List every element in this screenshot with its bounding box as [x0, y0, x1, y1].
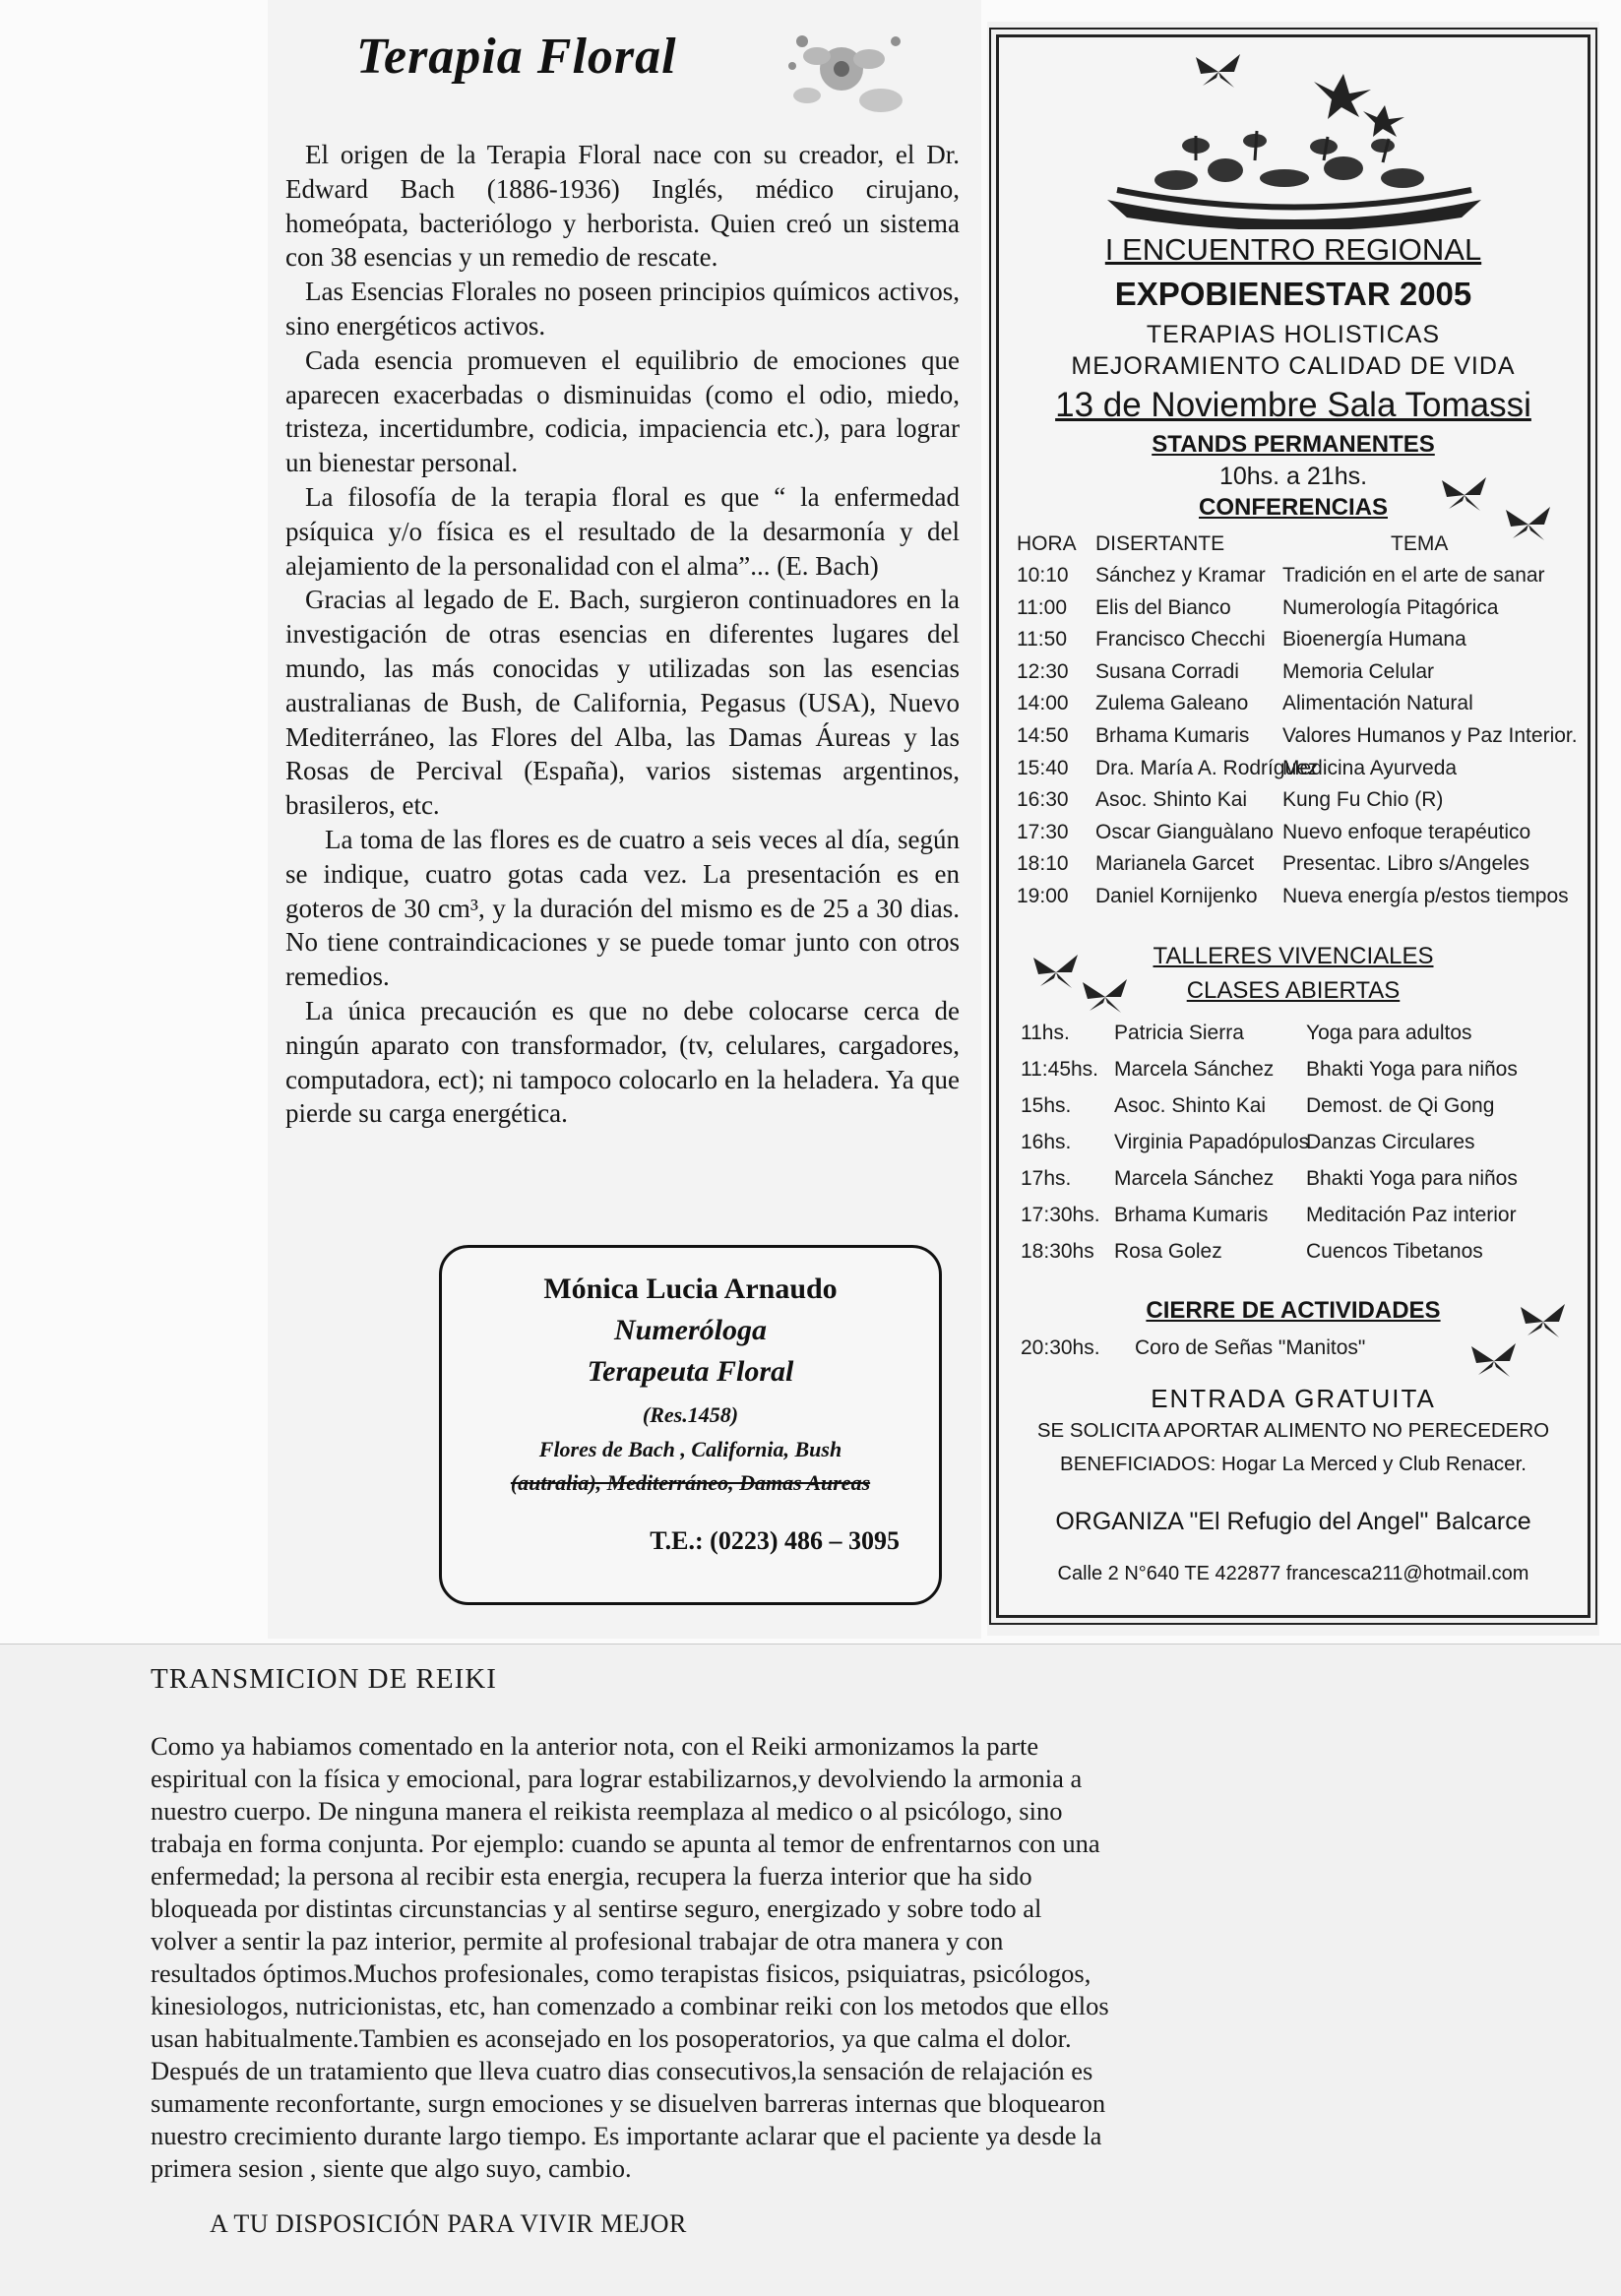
reiki-title: TRANSMICION DE REIKI — [151, 1663, 497, 1695]
workshop-topic: Meditación Paz interior — [1306, 1204, 1517, 1226]
conference-row — [1017, 885, 1583, 910]
workshop-speaker: Patricia Sierra — [1114, 1022, 1244, 1044]
conference-time: 14:50 — [1017, 724, 1069, 747]
conference-topic: Bioenergía Humana — [1282, 628, 1466, 652]
clases-heading: CLASES ABIERTAS — [1186, 977, 1401, 1004]
beneficiados-text: BENEFICIADOS: Hogar La Merced y Club Renacer. — [1060, 1453, 1527, 1475]
conference-topic: Memoria Celular — [1282, 659, 1435, 683]
poster-subtitle: TERAPIAS HOLISTICAS — [1146, 321, 1441, 348]
stands-heading: STANDS PERMANENTES — [1152, 431, 1435, 458]
flower-decoration-icon — [773, 22, 920, 128]
workshop-topic: Demost. de Qi Gong — [1306, 1094, 1495, 1117]
conference-time: 10:10 — [1017, 564, 1069, 587]
paragraph: La única precaución es que no debe colocarse cerca de ningún aparato con transformador, (tv, celulares, cargadores, computadora, ect); ni tampoco colocarlo en la heladera. Ya que pierde su carga energética. — [285, 995, 960, 1129]
butterfly-icon — [1078, 977, 1133, 1017]
conference-row — [1017, 852, 1583, 878]
conference-row — [1017, 564, 1583, 590]
conference-topic: Kung Fu Chio (R) — [1282, 788, 1444, 812]
conference-row — [1017, 724, 1583, 750]
workshop-row — [1021, 1131, 1572, 1156]
workshop-row — [1021, 1058, 1572, 1084]
conference-time: 16:30 — [1017, 788, 1069, 812]
conference-row — [1017, 692, 1583, 717]
reiki-line: Después de un tratamiento que lleva cuatro dias consecutivos,la sensación de relajación es — [151, 2056, 1093, 2085]
conference-topic: Presentac. Libro s/Angeles — [1282, 852, 1529, 876]
workshop-row — [1021, 1204, 1572, 1229]
workshop-topic: Cuencos Tibetanos — [1306, 1240, 1483, 1263]
butterfly-icon — [1501, 505, 1556, 544]
conference-header — [1017, 532, 1578, 558]
reiki-line: primera sesion , siente que algo suyo, cambio. — [151, 2153, 632, 2183]
entrada-heading: ENTRADA GRATUITA — [1151, 1384, 1436, 1413]
conference-time: 17:30 — [1017, 820, 1069, 843]
paragraph: Gracias al legado de E. Bach, surgieron continuadores en la investigación de otras esencias en diferentes lugares del mundo, las más conocidas y utilizadas son las esencias australianas de Bush, de California, Pegasus (USA), Nuevo Mediterráneo, las Flores del Alba, las Damas Áureas y las Rosas de Percival (España), varios sistemas argentinos, brasileros, etc. — [285, 585, 960, 821]
col-hora: HORA — [1017, 532, 1077, 555]
organiza-text: ORGANIZA "El Refugio del Angel" Balcarce — [1055, 1508, 1531, 1535]
terapia-floral-body — [285, 138, 960, 1131]
poster-heading: I ENCUENTRO REGIONAL — [1104, 232, 1482, 267]
conference-row — [1017, 821, 1583, 846]
reiki-line: bloqueada por distintas circunstancias y al sentirse seguro, energizado y sobre todo al — [151, 1893, 1042, 1923]
workshop-speaker: Brhama Kumaris — [1114, 1204, 1269, 1226]
workshop-speaker: Marcela Sánchez — [1114, 1058, 1275, 1081]
workshop-time: 17:30hs. — [1021, 1204, 1100, 1226]
conference-speaker: Francisco Checchi — [1095, 628, 1266, 652]
card-role: Terapeuta Floral — [587, 1355, 794, 1388]
cierre-heading: CIERRE DE ACTIVIDADES — [1146, 1297, 1441, 1324]
conference-speaker: Oscar Gianguàlano — [1095, 820, 1274, 843]
workshop-speaker: Virginia Papadópulos — [1114, 1131, 1310, 1153]
paragraph: La toma de las flores es de cuatro a seis veces al día, según se indique, cuatro gotas cada vez. La presentación es en goteros de 30 cm³, y la duración del mismo es de 25 a 30 dias. No tiene contraindicaciones y se puede tomar junto con otros remedios. — [285, 824, 960, 992]
reiki-line: nuestro crecimiento durante largo tiempo. Es importante aclarar que el paciente ya desde la — [151, 2121, 1102, 2150]
reiki-line: kinesiologos, nutricionistas, etc, han comenzado a combinar reiki con los metodos que ellos — [151, 1991, 1109, 2020]
workshop-speaker: Rosa Golez — [1114, 1240, 1222, 1263]
workshop-time: 15hs. — [1021, 1094, 1072, 1117]
conference-time: 19:00 — [1017, 885, 1069, 907]
terapia-floral-title: Terapia Floral — [356, 29, 677, 85]
poster-subtitle: MEJORAMIENTO CALIDAD DE VIDA — [1071, 352, 1516, 380]
conference-topic: Valores Humanos y Paz Interior. — [1282, 724, 1578, 747]
butterfly-icon — [1029, 953, 1084, 992]
solicita-text: SE SOLICITA APORTAR ALIMENTO NO PERECEDERO — [1036, 1419, 1550, 1442]
conference-topic: Medicina Ayurveda — [1282, 756, 1458, 779]
conference-time: 18:10 — [1017, 852, 1069, 876]
business-card — [439, 1245, 942, 1605]
paragraph: La filosofía de la terapia floral es que “ la enfermedad psíquica y/o física es el resultado de la desarmonía y del alejamiento de la personalidad con el alma”... (E. Bach) — [285, 481, 960, 581]
workshop-speaker: Marcela Sánchez — [1114, 1167, 1275, 1190]
card-resolution: (Res.1458) — [642, 1402, 739, 1427]
workshop-time: 17hs. — [1021, 1167, 1072, 1190]
conference-speaker: Zulema Galeano — [1095, 692, 1249, 715]
reiki-line: trabaja en forma conjunta. Por ejemplo: cuando se apunta al temor de enfrentarnos con una — [151, 1829, 1100, 1858]
stands-hours: 10hs. a 21hs. — [1218, 463, 1368, 490]
poster-date: 13 de Noviembre Sala Tomassi — [1055, 386, 1531, 424]
flower-basket-icon — [1088, 52, 1501, 229]
conference-speaker: Asoc. Shinto Kai — [1095, 788, 1248, 812]
conference-time: 11:00 — [1017, 595, 1067, 619]
conference-speaker: Dra. María A. Rodríguez — [1095, 756, 1319, 779]
butterfly-icon — [1437, 475, 1492, 515]
conference-topic: Alimentación Natural — [1282, 692, 1473, 715]
reiki-line: usan habitualmente.Tambien es aconsejado en los posoperatorios, ya que calma el dolor. — [151, 2023, 1072, 2053]
conference-row — [1017, 757, 1583, 782]
conference-topic: Numerología Pitagórica — [1282, 595, 1499, 619]
conference-time: 15:40 — [1017, 756, 1069, 779]
workshop-row — [1021, 1240, 1572, 1266]
conference-topic: Tradición en el arte de sanar — [1282, 564, 1545, 587]
butterfly-icon — [1191, 52, 1246, 92]
conference-speaker: Brhama Kumaris — [1095, 724, 1250, 747]
workshop-time: 18:30hs — [1021, 1240, 1094, 1263]
workshop-topic: Danzas Circulares — [1306, 1131, 1475, 1153]
conference-time: 11:50 — [1017, 628, 1067, 652]
cierre-time: 20:30hs. — [1021, 1336, 1100, 1359]
card-phone: T.E.: (0223) 486 – 3095 — [650, 1526, 900, 1555]
conference-row — [1017, 660, 1583, 686]
conference-topic: Nueva energía p/estos tiempos — [1282, 885, 1569, 907]
reiki-line: nuestro cuerpo. De ninguna manera el reikista reemplaza al medico o al psicólogo, sino — [151, 1796, 1063, 1826]
reiki-line: espiritual con la física y emocional, para lograr estabilizarnos,y devolviendo la armonia a — [151, 1764, 1083, 1793]
conference-speaker: Marianela Garcet — [1095, 852, 1255, 876]
card-line: Flores de Bach , California, Bush — [538, 1437, 842, 1461]
paragraph: El origen de la Terapia Floral nace con su creador, el Dr. Edward Bach (1886-1936) Inglés, médico cirujano, homeópata, bacteriólogo y herborista. Quien creó un sistema con 38 esencias y un remedio de rescate. — [285, 140, 960, 273]
conference-speaker: Susana Corradi — [1095, 659, 1239, 683]
butterfly-icon — [1466, 1341, 1522, 1381]
card-name: Mónica Lucia Arnaudo — [543, 1272, 838, 1305]
conference-row — [1017, 596, 1583, 622]
conference-row — [1017, 628, 1583, 653]
conference-speaker: Sánchez y Kramar — [1095, 564, 1266, 587]
workshop-topic: Bhakti Yoga para niños — [1306, 1167, 1518, 1190]
paragraph: Las Esencias Florales no poseen principios químicos activos, sino energéticos activos. — [285, 277, 960, 341]
reiki-line: resultados óptimos.Muchos profesionales, como terapistas fisicos, psiquiatras, psicólogos, — [151, 1958, 1091, 1988]
reiki-line: sumamente reconfortante, surgn emociones y se disuelven barreras internas que bloquearon — [151, 2088, 1106, 2118]
workshop-time: 16hs. — [1021, 1131, 1072, 1153]
card-role: Numeróloga — [613, 1314, 767, 1346]
card-line: (autralia), Mediterráneo, Damas Aureas — [510, 1470, 871, 1495]
workshop-speaker: Asoc. Shinto Kai — [1114, 1094, 1267, 1117]
conference-row — [1017, 788, 1583, 814]
workshop-time: 11:45hs. — [1021, 1058, 1099, 1081]
butterfly-icon — [1516, 1302, 1571, 1341]
conferencias-heading: CONFERENCIAS — [1198, 494, 1388, 521]
col-tema: TEMA — [1391, 532, 1449, 555]
col-disertante: DISERTANTE — [1095, 532, 1225, 555]
workshop-topic: Bhakti Yoga para niños — [1306, 1058, 1518, 1081]
conference-topic: Nuevo enfoque terapéutico — [1282, 820, 1531, 843]
conference-time: 14:00 — [1017, 692, 1069, 715]
workshop-topic: Yoga para adultos — [1306, 1022, 1472, 1044]
workshop-row — [1021, 1094, 1572, 1120]
reiki-line: volver a sentir la paz interior, permite al profesional trabajar de otra manera y con — [151, 1926, 1004, 1955]
workshop-row — [1021, 1167, 1572, 1193]
reiki-body — [151, 1730, 1258, 2185]
conference-speaker: Daniel Kornijenko — [1095, 885, 1258, 907]
conference-speaker: Elis del Bianco — [1095, 595, 1231, 619]
cierre-text: Coro de Señas "Manitos" — [1135, 1336, 1366, 1359]
conference-time: 12:30 — [1017, 659, 1069, 683]
talleres-heading: TALLERES VIVENCIALES — [1153, 943, 1434, 969]
contact-text: Calle 2 N°640 TE 422877 francesca211@hotmail.com — [1057, 1563, 1529, 1584]
reiki-line: Como ya habiamos comentado en la anterior nota, con el Reiki armonizamos la parte — [151, 1731, 1039, 1761]
reiki-footer: A TU DISPOSICIÓN PARA VIVIR MEJOR — [210, 2209, 687, 2238]
reiki-line: enfermedad; la persona al recibir esta energia, recupera la fuerza interior que ha sido — [151, 1861, 1032, 1891]
poster-title: EXPOBIENESTAR 2005 — [1114, 276, 1472, 312]
workshop-time: 11hs. — [1021, 1022, 1070, 1044]
workshop-row — [1021, 1022, 1572, 1047]
expobienestar-poster — [996, 34, 1590, 1618]
paragraph: Cada esencia promueven el equilibrio de emociones que aparecen exacerbadas o disminuidas (como el odio, miedo, tristeza, incertidumbre, codicia, impaciencia etc.), para lograr un bienestar personal. — [285, 344, 960, 478]
